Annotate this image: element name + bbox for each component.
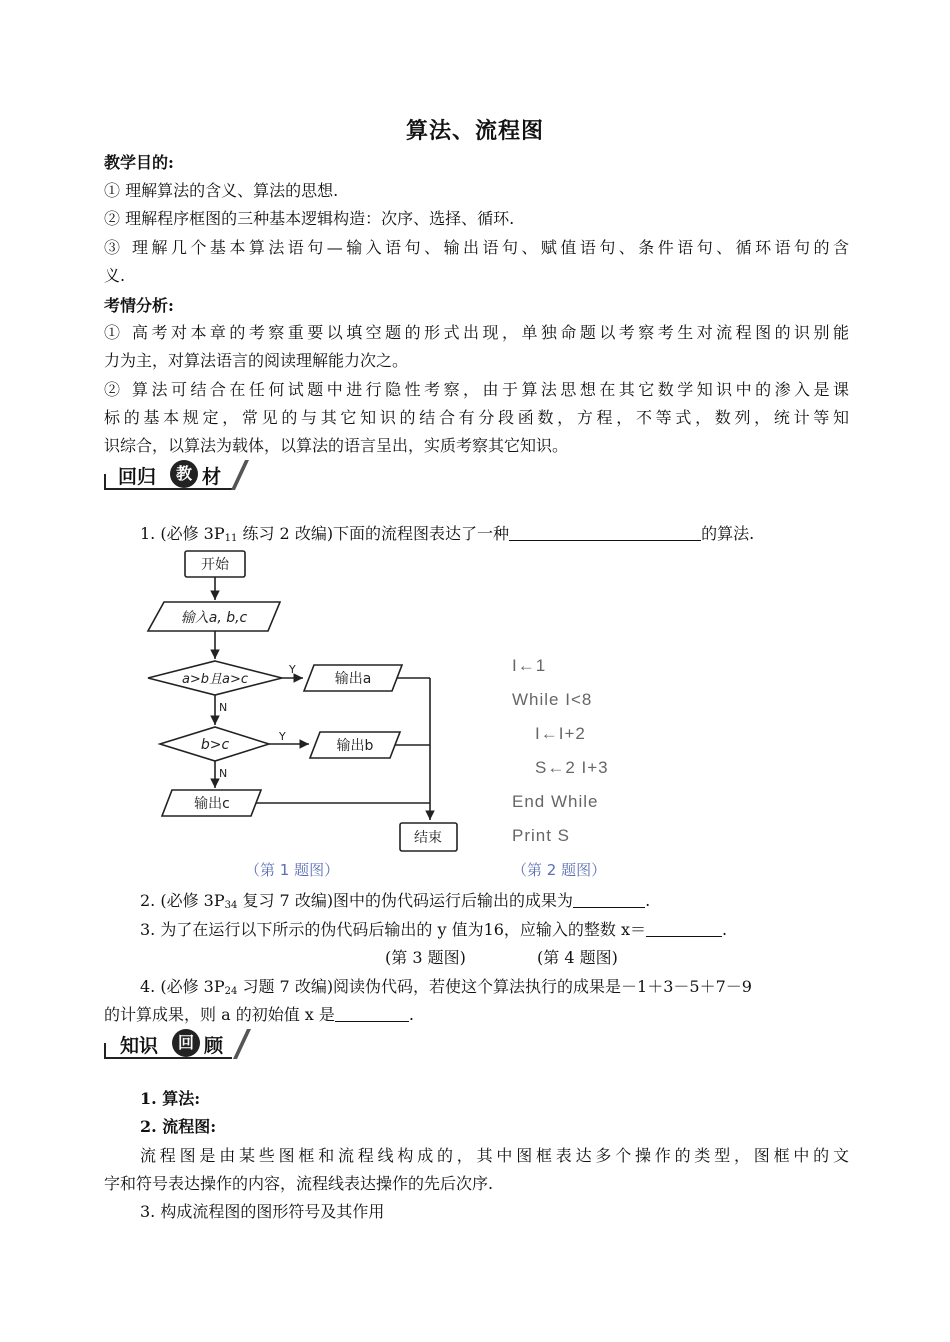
fc-yes-1: Y [289,663,296,676]
review-item-3: 3. 构成流程图的图形符号及其作用 [140,1202,385,1221]
q4-line2-text: 的计算成果，则 a 的初始值 x 是 [104,1005,335,1024]
fc-output-b-label: 输出b [336,738,374,754]
figure-3-caption: (第 3 题图) [385,948,466,967]
page-title: 算法、流程图 [405,118,544,144]
exam-analysis-heading: 考情分析: [104,296,174,315]
analysis-line-1: ① 高考对本章的考察重要以填空题的形式出现，单独命题以考察考生对流程图的识别能 [104,323,849,342]
banner-corner [104,1043,106,1057]
fc-no-1: N [219,701,228,714]
fc-cond1-label: a>b且a>c [181,672,249,687]
q1-suffix: 的算法. [701,524,755,543]
analysis-line-2: 力为主，对算法语言的阅读理解能力次之。 [104,351,409,370]
fc-cond2-label: b>c [200,737,230,753]
q4-answer-blank[interactable] [335,1007,409,1022]
review-item-2: 2. 流程图: [140,1117,217,1136]
q1-prefix: 1. (必修 3P [140,524,225,543]
figure-4-caption: (第 4 题图) [537,948,618,967]
section-banner-review [104,1029,254,1061]
figure-1-caption: （第 1 题图） [245,861,340,879]
q3-end: . [722,920,728,939]
question-2 [140,888,849,911]
banner-right-text: 顾 [204,1035,224,1057]
code-line-3: I←I+2 [535,724,586,743]
question-1 [140,521,849,544]
banner-badge: 教 [170,460,198,488]
code-line-1: I←1 [512,656,547,675]
q3-text: 3. 为了在运行以下所示的伪代码后输出的 y 值为16，应输入的整数 x＝ [140,920,647,939]
q2-end: . [645,891,651,910]
goal-item-3-cont: 义. [104,266,126,285]
pen-icon [233,1029,251,1059]
review-paragraph-line-1: 流程图是由某些图框和流程线构成的，其中图框表达多个操作的类型，图框中的文 [140,1146,849,1165]
q1-page-sub: 11 [224,533,238,544]
q2-page-sub: 34 [224,900,238,911]
banner-corner [104,474,106,488]
fc-output-c-label: 输出c [194,796,230,812]
teaching-goals-heading: 教学目的: [104,153,174,172]
analysis-line-3: ② 算法可结合在任何试题中进行隐性考察，由于算法思想在其它数学知识中的渗入是课 [104,380,849,399]
review-item-1: 1. 算法: [140,1089,201,1108]
review-paragraph-line-2: 字和符号表达操作的内容，流程线表达操作的先后次序. [104,1174,494,1193]
figure-2-caption: （第 2 题图） [512,861,607,879]
code-line-2: While I<8 [512,690,593,709]
q2-prefix: 2. (必修 3P [140,891,225,910]
fc-output-a-label: 输出a [334,671,372,687]
q4-prefix: 4. (必修 3P [140,977,225,996]
banner-left-text: 知识 [120,1035,159,1057]
goal-item-1: ① 理解算法的含义、算法的思想. [104,181,339,200]
q4-end: . [408,1005,415,1024]
banner-badge: 回 [172,1029,200,1057]
question-4-line-1 [140,974,849,997]
fc-end-label: 结束 [414,830,442,846]
section-banner-textbook [104,460,254,492]
banner-left-text: 回归 [118,466,157,488]
fc-start-label: 开始 [201,557,229,573]
q4-page-sub: 24 [224,986,238,997]
fc-input-label: 输入a, b,c [180,610,248,626]
fc-no-2: N [219,767,228,780]
q1-answer-blank[interactable] [509,526,701,541]
fc-yes-2: Y [279,730,286,743]
q1-middle: 练习 2 改编)下面的流程图表达了一种 [237,524,510,543]
code-line-5: End While [512,792,599,811]
flowchart-figure [140,545,480,860]
banner-right-text: 材 [202,466,222,488]
goal-item-2: ② 理解程序框图的三种基本逻辑构造：次序、选择、循环. [104,209,515,228]
analysis-line-4: 标的基本规定，常见的与其它知识的结合有分段函数，方程，不等式，数列，统计等知 [104,408,849,427]
analysis-line-5: 识综合，以算法为载体，以算法的语言呈出，实质考察其它知识。 [104,436,569,455]
question-4-line-2 [104,1002,849,1025]
q2-answer-blank[interactable] [573,893,645,908]
q2-text: 复习 7 改编)图中的伪代码运行后输出的成果为 [237,891,574,910]
q4-line1-text: 习题 7 改编)阅读伪代码，若使这个算法执行的成果是－1＋3－5＋7－9 [237,977,752,996]
goal-item-3: ③ 理解几个基本算法语句—输入语句、输出语句、赋值语句、条件语句、循环语句的含 [104,238,849,257]
code-line-4: S←2 I+3 [535,758,609,777]
q3-answer-blank[interactable] [646,922,722,937]
code-line-6: Print S [512,826,571,845]
question-3 [140,917,849,940]
pen-icon [231,460,249,490]
